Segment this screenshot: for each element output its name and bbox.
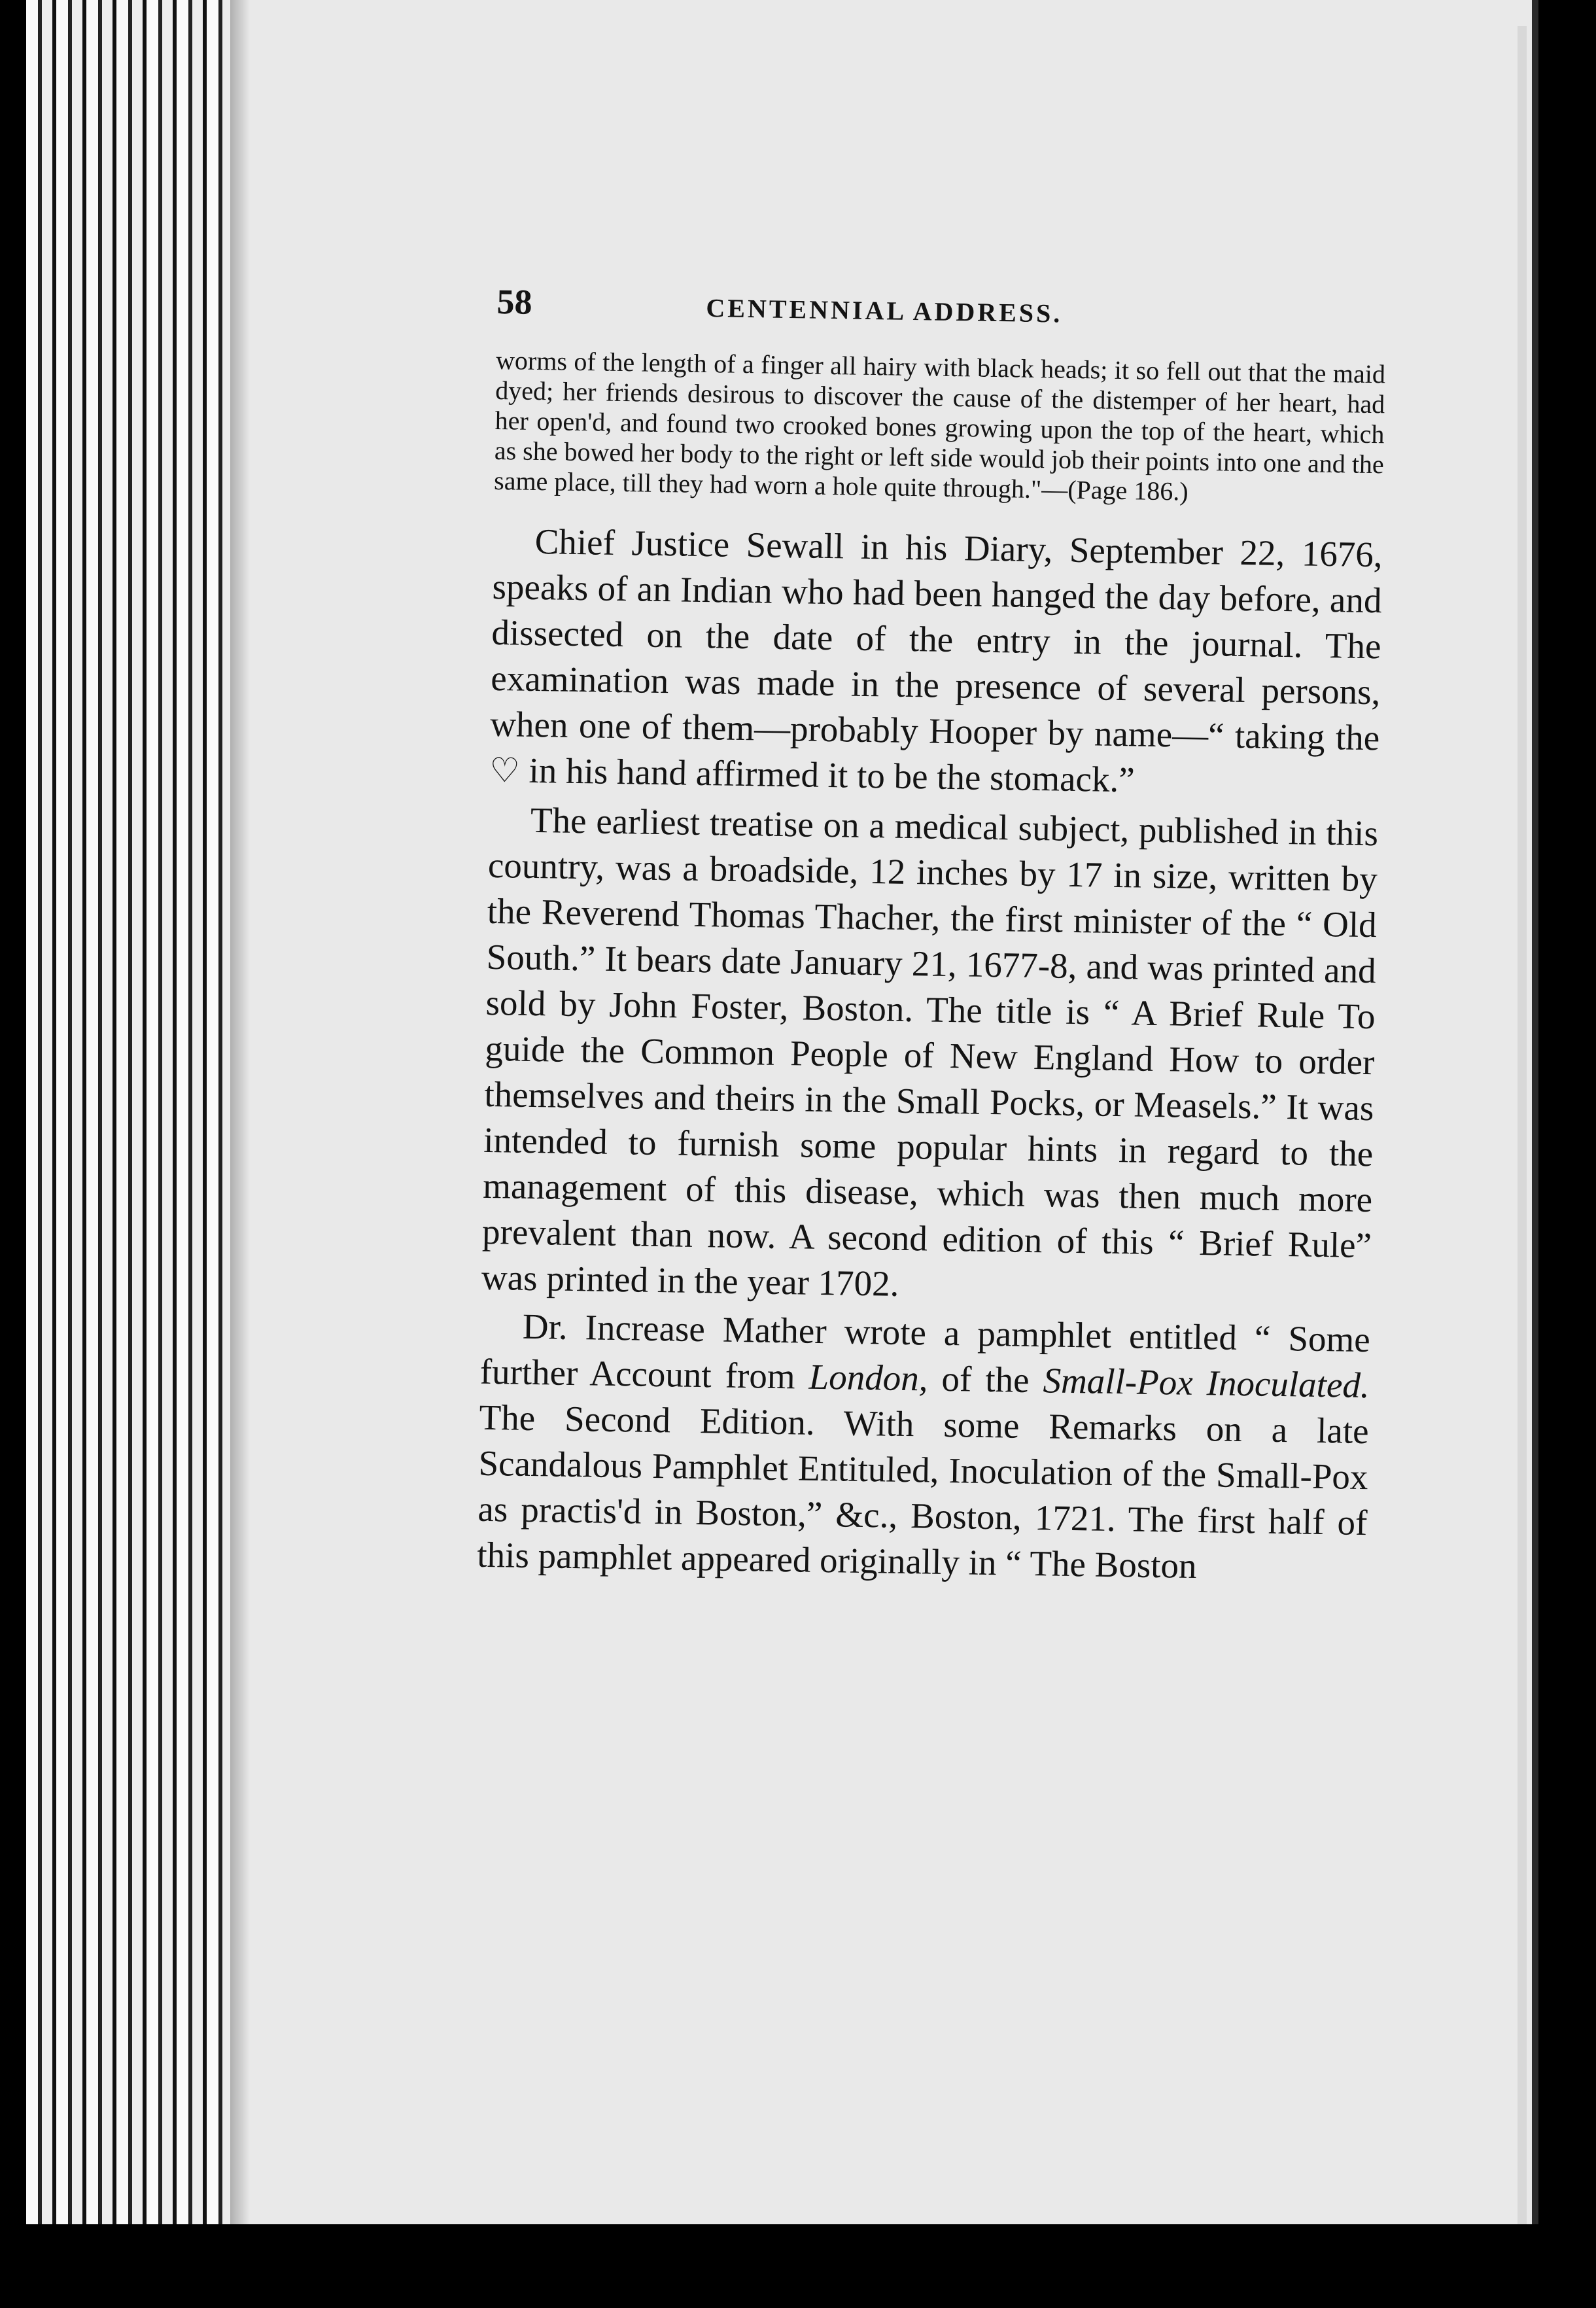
running-title: CENTENNIAL ADDRESS. xyxy=(706,293,1063,328)
italic-text: Small-Pox Inoculated. xyxy=(1043,1360,1370,1406)
page-number: 58 xyxy=(496,281,532,322)
book-right-edge xyxy=(1518,26,1527,2277)
paragraph-text: of the xyxy=(928,1358,1044,1401)
italic-text: London, xyxy=(808,1356,929,1399)
book-page-edges xyxy=(26,0,242,2250)
paragraph-text: in his hand affirmed it to be the stomack.” xyxy=(529,750,1136,800)
page-content xyxy=(477,281,1387,1594)
quoted-excerpt: worms of the length of a finger all hairy with black heads; it so fell out that the maid dyed; her friends desirous to discover the cause of the distemper of her heart, had her open'd, and found two crooked bones growing upon the top of the heart, which as she bowed her body to the right or left side would job their points into one and the same place, till they had worn a hole quite through."—(Page 186.) xyxy=(493,345,1386,506)
page-gutter-shadow xyxy=(230,0,250,2224)
scan-bottom-border xyxy=(0,2224,1596,2308)
paragraph-mather-pamphlet xyxy=(477,1303,1370,1592)
paragraph-text: Dr. Increase Mather wrote a pamphlet entitled “ Some further Account from xyxy=(479,1306,1371,1397)
paragraph-text: The Second Edition. With some Remarks on a late Scandalous Pamphlet Entituled, Inoculation of the Small-Pox as practis'd in Boston,” &c., Boston, 1721. The first half of this pamphlet appeared originally in “ The Boston xyxy=(476,1397,1370,1586)
paragraph-text: Chief Justice Sewall in his Diary, September 22, 1676, speaks of an Indian who had been hanged the day before, and dissected on the date of the entry in the journal. The examination was made in the presence of several persons, when one of them—probably Hooper by name—“ taking the xyxy=(489,521,1383,758)
paragraph-thacher-broadside: The earliest treatise on a medical subject, published in this country, was a broadside, 12 inches by 17 in size, written by the Reverend Thomas Thacher, the first minister of the “ Old South.” It bears date January 21, 1677-8, and was printed and sold by John Foster, Boston. The title is “ A Brief Rule To guide the Common People of New England How to order themselves and theirs in the Small Pocks, or Measels.” It was intended to furnish some popular hints in regard to the management of this disease, which was then much more prevalent than now. A second edition of this “ Brief Rule” was printed in the year 1702. xyxy=(481,799,1379,1304)
paragraph-sewall-diary xyxy=(489,518,1383,808)
heart-icon: ♡ xyxy=(489,752,521,790)
